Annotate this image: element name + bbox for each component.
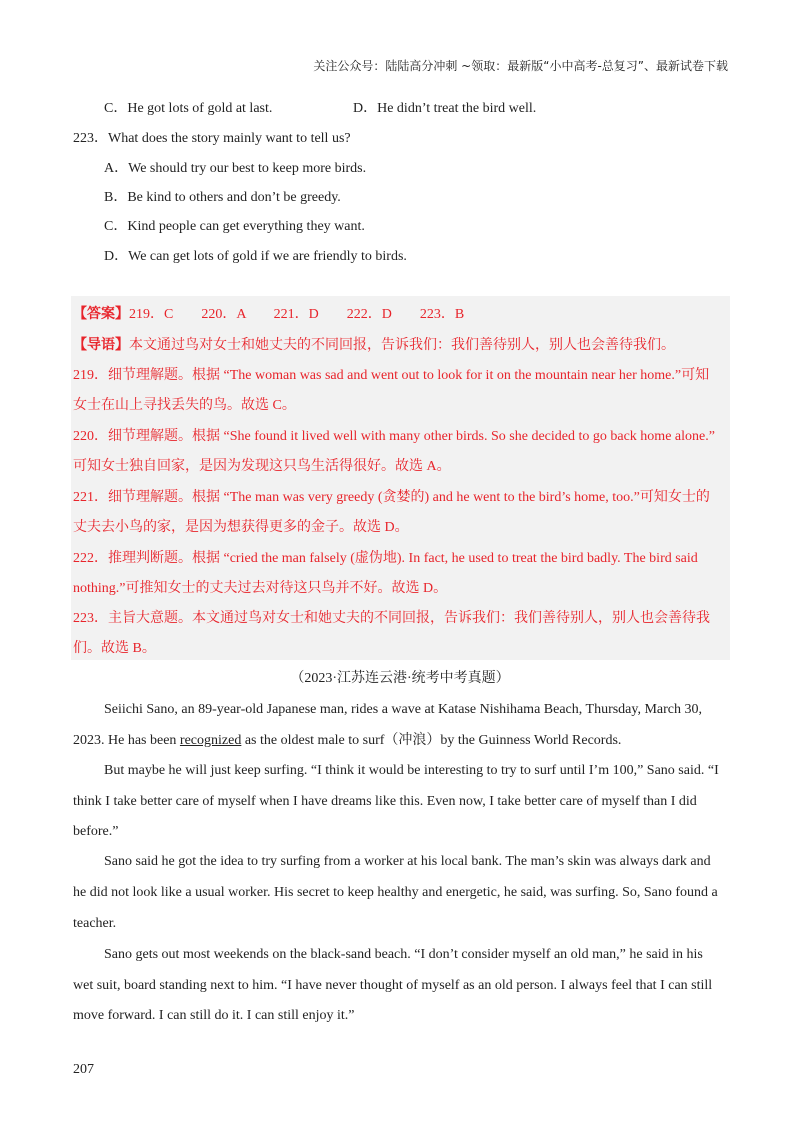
option-222-c: C．He got lots of gold at last. [104, 101, 273, 116]
guide-text: 本文通过鸟对女士和她丈夫的不同回报，告诉我们：我们善待别人，别人也会善待我们。 [129, 338, 675, 353]
option-223-b: B．Be kind to others and don’t be greedy. [104, 190, 341, 205]
passage-p2-line: think I take better care of myself when I have dreams like this. Even now, I take better care of myself than I did [73, 794, 697, 809]
explanation-line: 222．推理判断题。根据 “cried the man falsely (虚伪地). In fact, he used to treat the bird badly. The bird said [73, 551, 698, 566]
guide-label: 【导语】 [73, 338, 129, 353]
option-223-a: A．We should try our best to keep more birds. [104, 161, 367, 176]
passage-p4-line: move forward. I can still do it. I can still enjoy it.” [73, 1008, 355, 1023]
passage-text: as the oldest male to surf（冲浪）by the Guinness World Records. [241, 733, 622, 748]
passage-p1-line2 [73, 732, 729, 750]
page-number: 207 [73, 1062, 94, 1077]
passage-source: （2023·江苏连云港·统考中考真题） [290, 671, 510, 686]
passage-p3-line: Sano said he got the idea to try surfing from a worker at his local bank. The man’s skin was always dark and [104, 854, 711, 869]
passage-p4-line: Sano gets out most weekends on the black-sand beach. “I don’t consider myself an old man,” he said in his [104, 947, 703, 962]
explanation-line: 220．细节理解题。根据 “She found it lived well with many other birds. So she decided to go back home alone.” [73, 429, 715, 444]
passage-p3-line: teacher. [73, 916, 117, 931]
explanation-line: 221．细节理解题。根据 “The man was very greedy (贪婪的) and he went to the bird’s home, too.”可知女士的 [73, 490, 710, 505]
answer-line [73, 306, 464, 324]
guide-line [73, 337, 675, 355]
answer-items: 219．C 220．A 221．D 222．D 223．B [129, 307, 465, 322]
explanation-line: 丈夫去小鸟的家，是因为想获得更多的金子。故选 D。 [73, 520, 409, 535]
explanation-line: 女士在山上寻找丢失的鸟。故选 C。 [73, 398, 296, 413]
option-223-d: D．We can get lots of gold if we are friendly to birds. [104, 249, 407, 264]
passage-p3-line: he did not look like a usual worker. His secret to keep healthy and energetic, he said, was surfing. So, Sano found a [73, 885, 718, 900]
page-header: 关注公众号：陆陆高分冲刺 ~领取：最新版“小中高考-总复习”、最新试卷下载 [313, 59, 728, 73]
explanation-line: 223．主旨大意题。本文通过鸟对女士和她丈夫的不同回报，告诉我们：我们善待别人，别人也会善待我 [73, 611, 710, 626]
underlined-word: recognized [179, 733, 242, 748]
option-223-c: C．Kind people can get everything they want. [104, 219, 365, 234]
answer-label: 【答案】 [73, 307, 129, 322]
passage-p1-line1: Seiichi Sano, an 89-year-old Japanese man, rides a wave at Katase Nishihama Beach, Thursday, March 30, [104, 702, 703, 717]
passage-text: 2023. He has been [73, 733, 180, 748]
explanation-line: 可知女士独自回家，是因为发现这只鸟生活得很好。故选 A。 [73, 459, 451, 474]
passage-p2-line: But maybe he will just keep surfing. “I think it would be interesting to try to surf until I’m 100,” Sano said. “I [104, 763, 719, 778]
option-222-d: D．He didn’t treat the bird well. [353, 101, 537, 116]
question-223-stem: 223．What does the story mainly want to tell us? [73, 131, 351, 146]
explanation-line: nothing.”可推知女士的丈夫过去对待这只鸟并不好。故选 D。 [73, 581, 448, 596]
explanation-line: 219．细节理解题。根据 “The woman was sad and went out to look for it on the mountain near her home.”可知 [73, 368, 710, 383]
passage-p2-line: before.” [73, 824, 119, 839]
passage-p4-line: wet suit, board standing next to him. “I have never thought of myself as an old person. I always feel that I can still [73, 978, 713, 993]
explanation-line: 们。故选 B。 [73, 641, 156, 656]
